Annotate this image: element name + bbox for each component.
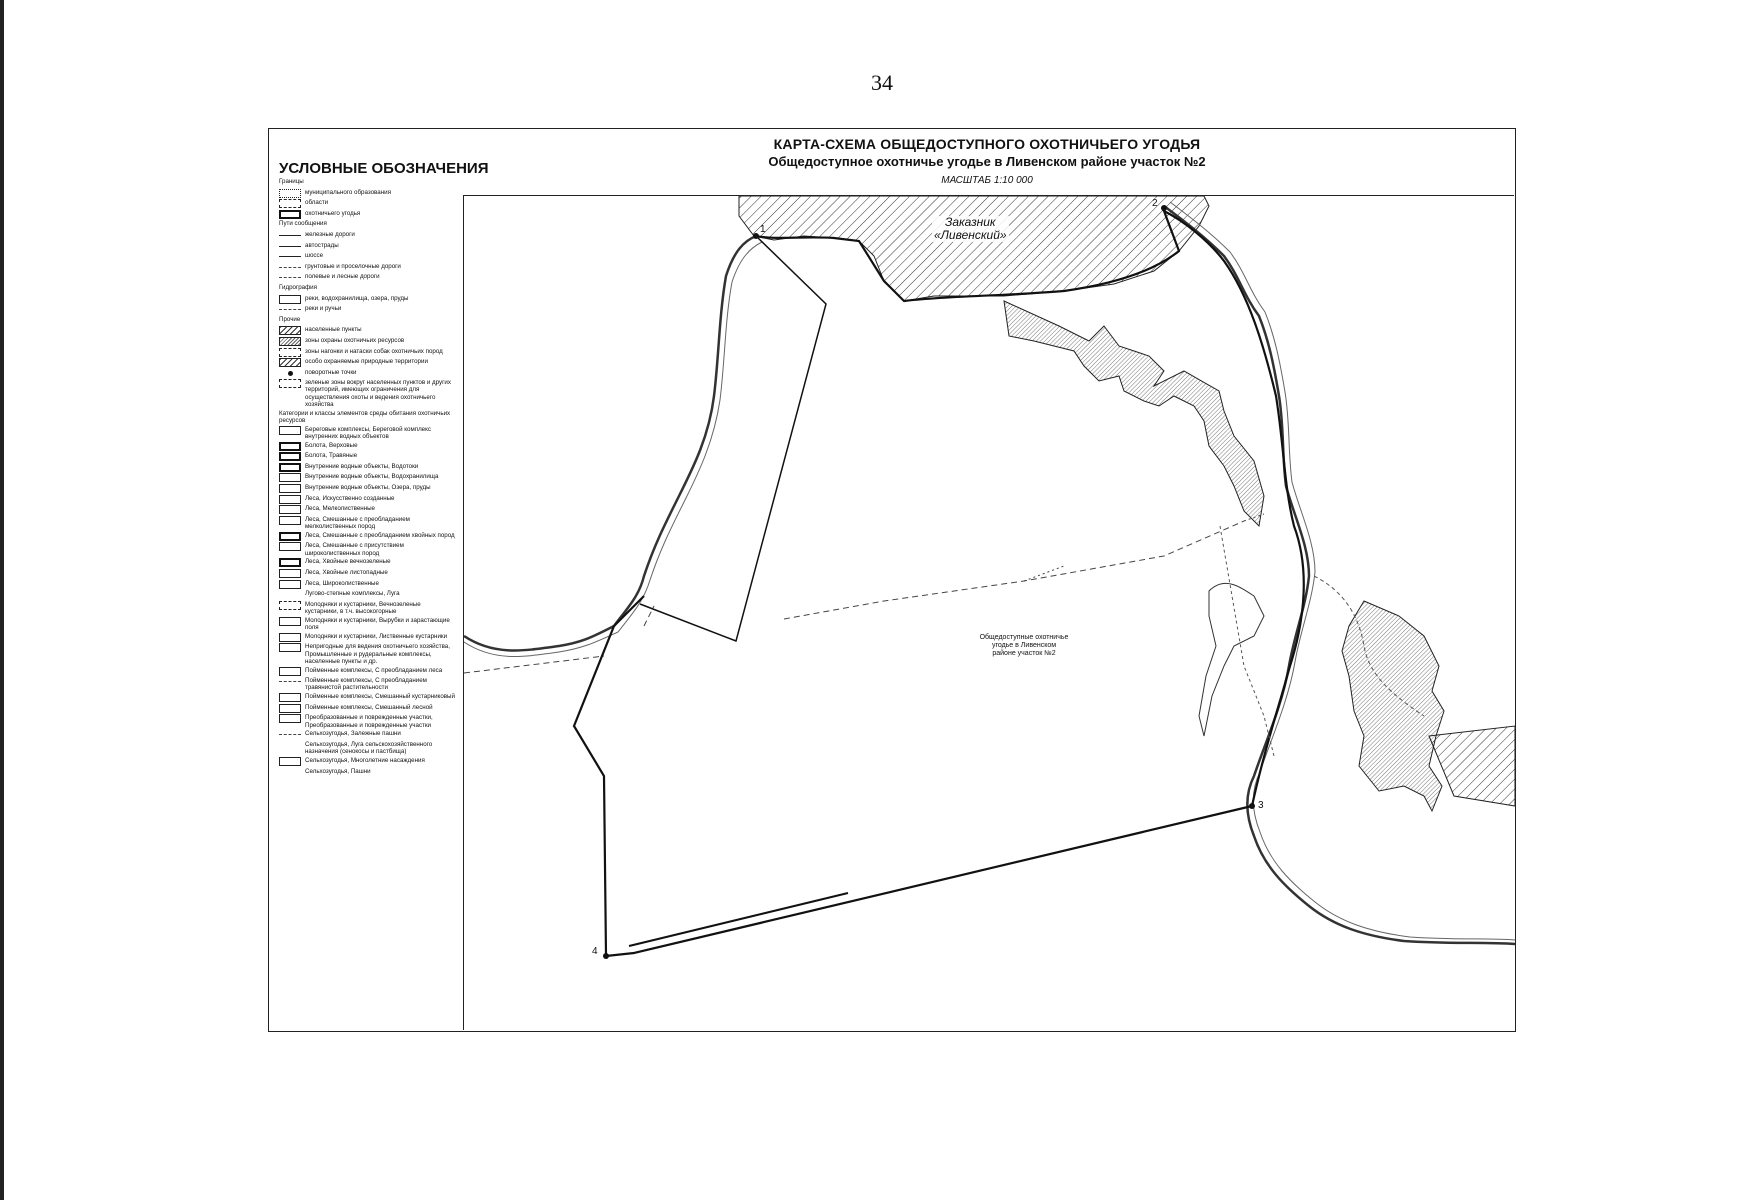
legend-symbol — [279, 516, 301, 525]
turning-point-4 — [603, 953, 609, 959]
legend-item — [279, 617, 455, 631]
legend-item — [279, 242, 455, 251]
legend-item — [279, 263, 455, 272]
legend-item-label: грунтовые и проселочные дороги — [305, 262, 401, 270]
forest-parcel — [640, 236, 826, 641]
legend-symbol — [279, 693, 301, 702]
legend-symbol — [279, 295, 301, 304]
legend-item-label: Пути сообщения — [279, 220, 327, 228]
legend-item-label: Леса, Смешанные с преобладанием хвойных пород — [305, 531, 455, 539]
legend-item — [279, 580, 455, 589]
legend-item — [279, 426, 455, 440]
legend-panel — [269, 129, 489, 1030]
map-sheet-frame — [268, 128, 1516, 1032]
legend-item-label: Сельхозугодья, Многолетние насаждения — [305, 756, 425, 764]
legend-item — [279, 590, 455, 599]
legend-symbol — [279, 337, 301, 346]
legend-symbol — [279, 189, 301, 198]
legend-symbol — [279, 252, 301, 257]
legend-item-label: шоссе — [305, 252, 324, 260]
point-label-3: 3 — [1258, 800, 1264, 811]
page-number: 34 — [871, 70, 893, 95]
legend-item — [279, 741, 455, 755]
legend-symbol — [279, 484, 301, 493]
legend-item-label: муниципального образования — [305, 188, 391, 196]
legend-symbol — [279, 379, 301, 388]
turning-point-2 — [1161, 205, 1167, 211]
legend-symbol — [279, 741, 301, 750]
legend-symbol — [279, 601, 301, 610]
page-left-rule — [0, 0, 4, 1200]
legend-symbol — [279, 273, 301, 278]
legend-item — [279, 348, 455, 357]
legend-item — [279, 252, 455, 261]
legend-symbol — [279, 473, 301, 482]
legend-symbol — [279, 495, 301, 504]
legend-item-label: Леса, Широколиственные — [305, 579, 379, 587]
legend-item — [279, 677, 455, 691]
legend-item — [279, 532, 455, 541]
legend-item — [279, 473, 455, 482]
legend-symbol — [279, 505, 301, 514]
legend-item-label: Прочие — [279, 315, 301, 323]
legend-item — [279, 542, 455, 556]
legend-item-label: поворотные точки — [305, 368, 357, 376]
legend-heading — [279, 178, 455, 187]
legend-item — [279, 569, 455, 578]
legend-item — [279, 714, 455, 728]
legend-item-label: Болота, Травяные — [305, 452, 358, 460]
legend-item-label: Леса, Хвойные листопадные — [305, 569, 388, 577]
legend-symbol — [279, 768, 301, 777]
turning-point-1 — [753, 233, 759, 239]
legend-item — [279, 505, 455, 514]
legend-item-label: Молодняки и кустарники, Лиственные кустарники — [305, 632, 448, 640]
legend-item-label: Болота, Верховые — [305, 441, 358, 449]
legend-item — [279, 601, 455, 615]
legend-title: УСЛОВНЫЕ ОБОЗНАЧЕНИЯ — [279, 160, 489, 177]
river-east — [1164, 206, 1515, 944]
protection-zone-north — [1004, 301, 1264, 526]
legend-symbol — [279, 590, 301, 599]
legend-symbol — [279, 463, 301, 472]
legend-symbol — [279, 326, 301, 335]
river-west — [464, 236, 756, 650]
legend-item-label: Преобразованные и поврежденные участки, Преобразованные и поврежденные участки — [305, 714, 433, 729]
map-scale: МАСШТАБ 1:10 000 — [941, 175, 1033, 186]
field-road — [464, 521, 1244, 673]
legend-symbol — [279, 369, 301, 378]
legend-item-label: Границы — [279, 178, 304, 185]
legend-item-label: зоны охраны охотничьих ресурсов — [305, 336, 405, 344]
legend-item — [279, 667, 455, 676]
hunting-ground-label: Общедоступные охотничье угодье в Ливенском районе участок №2 — [979, 634, 1069, 657]
legend-item-label: Леса, Смешанные с присутствием широколиственных пород — [305, 542, 404, 557]
legend-item — [279, 210, 455, 219]
legend-symbol — [279, 667, 301, 676]
legend-item-label: Леса, Хвойные вечнозеленые — [305, 558, 391, 566]
legend-item — [279, 231, 455, 240]
legend-item — [279, 442, 455, 451]
legend-symbol — [279, 442, 301, 451]
legend-item-label: Категории и классы элементов среды обитания охотничьих ресурсов — [279, 409, 451, 424]
legend-item — [279, 199, 455, 208]
legend-symbol — [279, 348, 301, 357]
boundary-segment-south — [574, 596, 1252, 956]
turning-point-3 — [1249, 803, 1255, 809]
legend-symbol — [279, 580, 301, 589]
legend-item-label: Леса, Мелколиственные — [305, 505, 376, 513]
legend-symbol — [279, 677, 301, 682]
legend-symbol — [279, 231, 301, 236]
map-canvas — [463, 195, 1514, 1030]
reserve-zone — [739, 196, 1209, 301]
legend-item-label: реки и ручьи — [305, 305, 342, 313]
legend-item-label: Леса, Смешанные с преобладанием мелколиственных пород — [305, 515, 410, 531]
legend-item — [279, 189, 455, 198]
legend-symbol — [279, 714, 301, 723]
legend-item — [279, 452, 455, 461]
legend-item-label: Внутренние водные объекты, Водотоки — [305, 462, 419, 470]
legend-heading — [279, 410, 455, 424]
legend-item-label: Сельхозугодья, Залежные пашни — [305, 730, 401, 738]
legend-item-label: зеленые зоны вокруг населенных пунктов и других территорий, имеющих ограничения для осуществления охоты и ведения охотничьего хозяйства — [305, 379, 451, 408]
legend-item — [279, 295, 455, 304]
point-label-2: 2 — [1152, 198, 1158, 209]
legend-item-label: Береговые комплексы, Береговой комплекс внутренних водных объектов — [305, 425, 431, 440]
legend-item — [279, 337, 455, 346]
legend-item-label: Сельхозугодья, Луга сельскохозяйственного назначения (сенокосы и пастбища) — [305, 740, 433, 756]
legend-symbol — [279, 617, 301, 626]
legend-heading — [279, 316, 455, 325]
legend-item-label: зоны нагонки и натаски собак охотничьих пород — [305, 347, 443, 355]
legend-item-label: Внутренние водные объекты, Озера, пруды — [305, 484, 431, 492]
protection-zone-east — [1342, 601, 1444, 811]
legend-item-label: Внутренние водные объекты, Водохранилища — [305, 473, 439, 481]
point-label-4: 4 — [592, 946, 598, 957]
legend-item — [279, 704, 455, 713]
map-drawing — [464, 196, 1515, 1031]
settlement-east — [1429, 726, 1515, 806]
legend-item — [279, 463, 455, 472]
legend-symbol — [279, 730, 301, 735]
legend-item — [279, 273, 455, 282]
legend-item — [279, 757, 455, 766]
legend-symbol — [279, 305, 301, 310]
legend-symbol — [279, 426, 301, 435]
legend-item — [279, 305, 455, 314]
legend-item — [279, 495, 455, 504]
legend-item — [279, 693, 455, 702]
legend-item — [279, 358, 455, 367]
legend-item-label: Непригодные для ведения охотничьего хозяйства, Промышленные и рудеральные комплексы, населенные пункты и др. — [305, 643, 450, 665]
legend-item-label: Гидрография — [279, 283, 317, 291]
legend-symbol — [279, 542, 301, 551]
legend-item — [279, 730, 455, 739]
legend-item-label: Пойменные комплексы, Смешанный кустарниковый — [305, 693, 455, 701]
legend-item — [279, 768, 455, 777]
legend-symbol — [279, 633, 301, 642]
legend-item-label: области — [305, 199, 329, 207]
map-subtitle: Общедоступное охотничье угодье в Ливенском районе участок №2 — [768, 154, 1206, 169]
legend-item-label: Лугово-степные комплексы, Луга — [305, 590, 400, 598]
legend-item-label: Молодняки и кустарники, Вечнозеленые кустарники, в т.ч. высокогорные — [305, 600, 421, 616]
legend-symbol — [279, 358, 301, 367]
map-header — [459, 129, 1515, 195]
legend-item-label: железные дороги — [305, 230, 355, 238]
legend-item-label: Леса, Искусственно созданные — [305, 494, 395, 502]
legend-heading — [279, 284, 455, 293]
legend-item — [279, 379, 455, 408]
legend-symbol — [279, 757, 301, 766]
map-title: КАРТА-СХЕМА ОБЩЕДОСТУПНОГО ОХОТНИЧЬЕГО УГОДЬЯ — [773, 136, 1201, 152]
legend-item-label: полевые и лесные дороги — [305, 273, 380, 281]
legend-symbol — [279, 199, 301, 208]
legend-item-label: Пойменные комплексы, С преобладанием леса — [305, 666, 443, 674]
legend-item-label: населенные пункты — [305, 326, 362, 334]
legend-item-label: Молодняки и кустарники, Вырубки и зарастающие поля — [305, 616, 450, 632]
legend-item — [279, 516, 455, 530]
legend-item — [279, 633, 455, 642]
legend-symbol — [279, 263, 301, 268]
legend-item-label: реки, водохранилища, озера, пруды — [305, 294, 409, 302]
legend-item-label: автострады — [305, 241, 339, 249]
point-label-1: 1 — [760, 224, 766, 235]
legend-item — [279, 369, 455, 378]
reserve-label: Заказник «Ливенский» — [934, 215, 1007, 242]
legend-symbol — [279, 704, 301, 713]
legend-symbol — [279, 452, 301, 461]
legend-symbol — [279, 532, 301, 541]
legend-symbol — [279, 569, 301, 578]
legend-item — [279, 484, 455, 493]
legend-item-label: особо охраняемые природные территории — [305, 358, 428, 366]
legend-item-label: охотничьего угодья — [305, 209, 361, 217]
legend-item-label: Сельхозугодья, Пашни — [305, 767, 371, 775]
legend-item — [279, 326, 455, 335]
legend-symbol — [279, 643, 301, 652]
legend-symbol — [279, 242, 301, 247]
legend-symbol — [279, 558, 301, 567]
legend-symbol — [279, 210, 301, 219]
legend-list — [279, 178, 455, 778]
legend-item-label: Пойменные комплексы, Смешанный лесной — [305, 703, 433, 711]
legend-item — [279, 643, 455, 665]
legend-item — [279, 558, 455, 567]
hunting-ground-boundary — [756, 211, 1304, 806]
legend-item-label: Пойменные комплексы, С преобладанием травянистой растительности — [305, 677, 427, 692]
legend-heading — [279, 220, 455, 229]
